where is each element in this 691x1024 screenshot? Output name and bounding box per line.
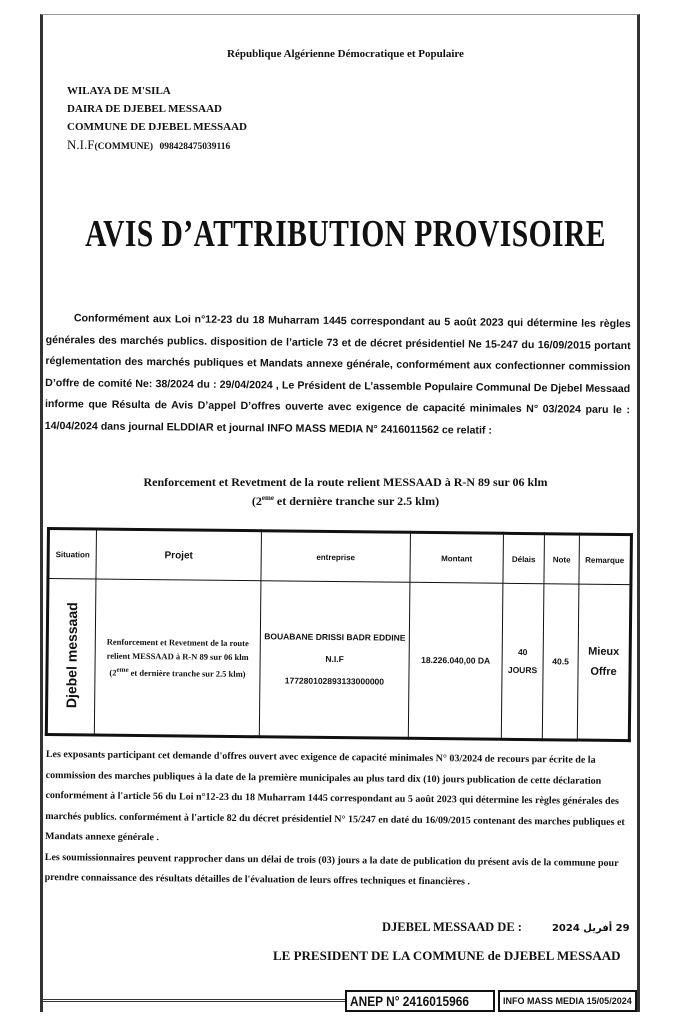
col-remarque: Remarque (579, 534, 632, 585)
col-montant: Montant (410, 532, 504, 583)
col-projet: Projet (96, 529, 262, 581)
delais-unit: JOURS (507, 664, 538, 676)
projet-text: Renforcement et Revetment de la route relient MESSAAD à R-N 89 sur 06 klm (106, 636, 249, 662)
signature-place: DJEBEL MESSAAD DE : (382, 920, 522, 934)
cell-entreprise (259, 581, 410, 739)
subject-sup: eme (261, 494, 274, 502)
cell-remarque (577, 584, 631, 741)
daira: DAIRA DE DJEBEL MESSAAD (67, 103, 222, 115)
soumissionnaires-text: Les soumissionnaires peuvent rapprocher dans un délai de trois (03) jours a la date de publication du présent avis de la commune pour prendre connaissance des résultats détailles de l'évaluation de leurs offres techniques et financières . (44, 851, 619, 888)
nif-value: 098428475039116 (159, 142, 231, 152)
delais-value: 40 (517, 646, 528, 658)
signatory: LE PRESIDENT DE LA COMMUNE de DJEBEL MESSAAD (273, 948, 621, 963)
intro-text: Conformément aux Loi n°12-23 du 18 Muharram 1445 correspondant au 5 août 2023 qui détermine les règles générales des marchés publics. disposition de l’article 73 et de décret présidentiel Ne 15-247 du 16/09/2015 portant réglementation des marchés publiques et Mandats annexe générale, conformément aux confectionner commission D’offre de comité Ne: 38/2024 du : 29/04/2024 , Le Président de L’assemble Populaire Communal De Djebel Messaad informe que Résulta de Avis D’appel D’offres ouverte avec exigence de capacité minimales N° 03/2024 paru le : 14/04/2024 dans journal ELDDIAR et journal INFO MASS MEDIA N° 2416011562 ce relatif : (44, 312, 631, 437)
signature-date: 29 أفريل 2024 (551, 923, 630, 934)
cell-situation (46, 579, 96, 735)
intro-paragraph (45, 308, 631, 443)
projet-post: et dernière tranche sur 2.5 klm) (128, 667, 246, 679)
col-note: Note (544, 534, 580, 584)
nif-label: N.I.F (67, 137, 95, 152)
remarque-1: Mieux (588, 645, 620, 658)
entreprise-nif-label: N.I.F (325, 653, 344, 665)
attribution-table (45, 527, 633, 742)
nif-line (67, 136, 247, 156)
nif-qualifier: (COMMUNE) (94, 142, 154, 152)
col-situation: Situation (48, 529, 97, 579)
publication-footer (345, 990, 637, 1012)
issuer-block (67, 82, 247, 156)
cell-delais (501, 583, 544, 739)
entreprise-name: BOUABANE DRISSI BADR EDDINE (264, 631, 406, 643)
document-title: AVIS D’ATTRIBUTION PROVISOIRE (85, 213, 606, 255)
subject-line2 (0, 490, 691, 509)
cell-projet (94, 579, 261, 737)
table-header-row (48, 529, 631, 585)
anep-number: ANEP N° 2416015966 (350, 993, 469, 1009)
subject-post: et dernière tranche sur 2.5 klm) (273, 494, 440, 508)
media-box: INFO MASS MEDIA 15/05/2024 (498, 990, 637, 1012)
signature-place-date (382, 920, 630, 935)
cell-note: 40.5 (542, 584, 579, 740)
project-subject (0, 474, 691, 509)
subject-pre: (2 (251, 494, 262, 508)
col-delais: Délais (503, 533, 545, 583)
cell-montant: 18.226.040,00 DA (408, 582, 503, 739)
table-row (46, 579, 631, 741)
situation-value: Djebel messaad (63, 602, 81, 709)
subject-line1: Renforcement et Revetment de la route relient MESSAAD à R-N 89 sur 06 klm (143, 475, 548, 489)
commune: COMMUNE DE DJEBEL MESSAAD (67, 121, 247, 133)
projet-pre: (2 (109, 667, 117, 678)
projet-sup: eme (116, 665, 129, 674)
wilaya: WILAYA DE M'SILA (67, 85, 171, 97)
footer-rule (40, 999, 345, 1002)
col-entreprise: entreprise (261, 531, 411, 583)
entreprise-nif: 177280102893133000000 (284, 675, 385, 687)
remarque-2: Offre (590, 665, 617, 678)
recours-text: Les exposants participant cet demande d'offres ouvert avec exigence de capacité minimales N° 03/2024 de recours par écrite de la commission des marches publiques à la date de la première municipales au plus tard dix (10) jours publication de cette déclaration conformément à l'article 56 du Loi n°12-23 du 18 Muharram 1445 correspondant au 5 août 2023 qui détermine les règles générales des marchés publics. conformément à l'article 82 du décret présidentiel N° 15/247 en daté du 16/09/2015 contenant des marches publiques et Mandats annexe générale . (44, 748, 625, 844)
recours-paragraph (44, 745, 630, 895)
anep-box (345, 990, 495, 1012)
republic-heading: République Algérienne Démocratique et Populaire (227, 48, 464, 60)
